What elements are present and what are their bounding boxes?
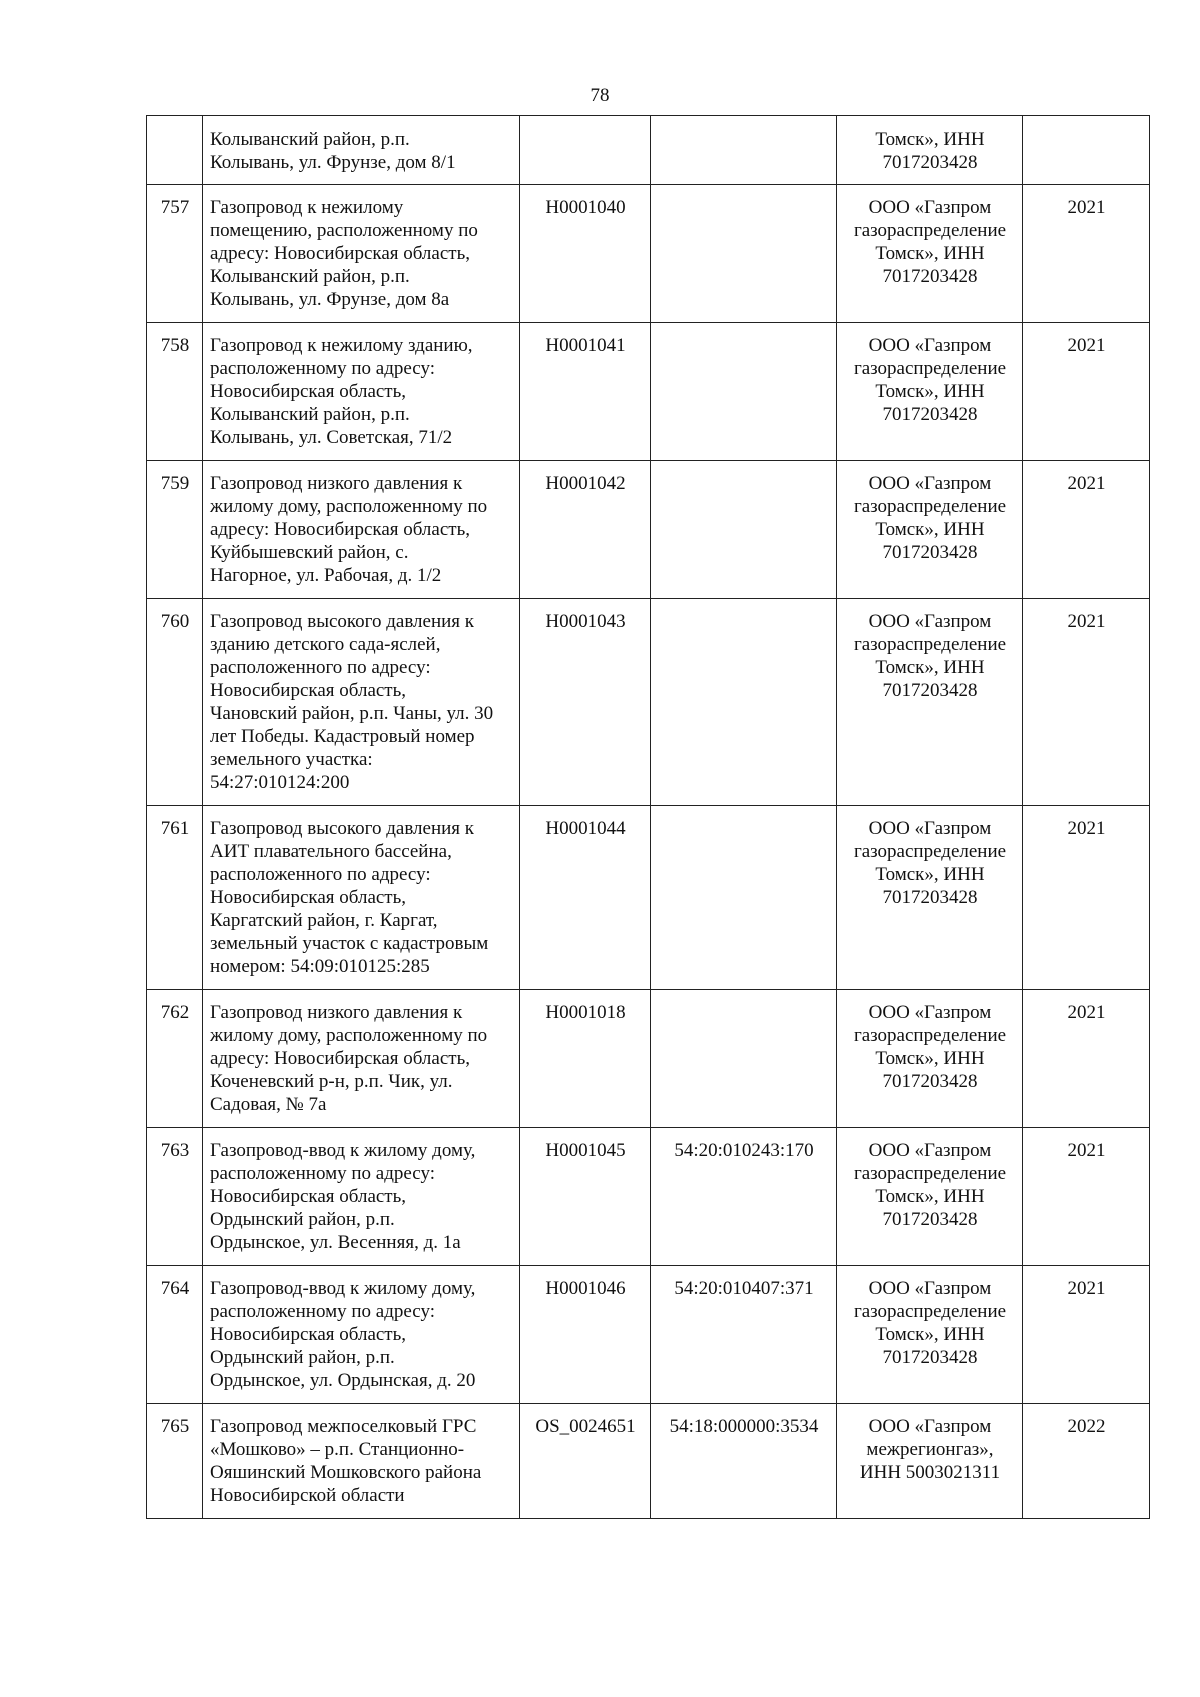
owner-cell: ООО «Газпром газораспределение Томск», ИНН 7017203428 xyxy=(837,1266,1023,1404)
row-number-cell: 757 xyxy=(147,185,203,323)
table-row xyxy=(147,116,1150,185)
inventory-number-cell: Н0001041 xyxy=(520,323,651,461)
object-name-cell: Газопровод-ввод к жилому дому, расположенному по адресу: Новосибирская область, Ордынский район, р.п. Ордынское, ул. Ордынская, д. 20 xyxy=(203,1266,520,1404)
owner-cell: ООО «Газпром газораспределение Томск», ИНН 7017203428 xyxy=(837,185,1023,323)
table-row xyxy=(147,599,1150,806)
inventory-number-cell: Н0001045 xyxy=(520,1128,651,1266)
owner-cell: ООО «Газпром газораспределение Томск», ИНН 7017203428 xyxy=(837,806,1023,990)
object-name-cell: Колыванский район, р.п. Колывань, ул. Фрунзе, дом 8/1 xyxy=(203,116,520,185)
cadastral-number-cell: 54:18:000000:3534 xyxy=(651,1404,837,1519)
row-number-cell: 760 xyxy=(147,599,203,806)
object-name-cell: Газопровод высокого давления к АИТ плавательного бассейна, расположенного по адресу: Новосибирская область, Каргатский район, г. Каргат, земельный участок с кадастровым номером: 54:09:010125:285 xyxy=(203,806,520,990)
cadastral-number-cell xyxy=(651,461,837,599)
year-cell: 2021 xyxy=(1023,990,1150,1128)
row-number-cell: 763 xyxy=(147,1128,203,1266)
cadastral-number-cell xyxy=(651,806,837,990)
year-cell: 2021 xyxy=(1023,461,1150,599)
year-cell: 2021 xyxy=(1023,185,1150,323)
table-row xyxy=(147,990,1150,1128)
row-number-cell: 765 xyxy=(147,1404,203,1519)
owner-cell: ООО «Газпром межрегионгаз», ИНН 5003021311 xyxy=(837,1404,1023,1519)
inventory-number-cell: Н0001046 xyxy=(520,1266,651,1404)
year-cell: 2021 xyxy=(1023,599,1150,806)
object-name-cell: Газопровод высокого давления к зданию детского сада-яслей, расположенного по адресу: Новосибирская область, Чановский район, р.п. Чаны, ул. 30 лет Победы. Кадастровый номер земельного участка: 54:27:010124:200 xyxy=(203,599,520,806)
table-row xyxy=(147,1128,1150,1266)
year-cell: 2021 xyxy=(1023,323,1150,461)
inventory-number-cell: Н0001040 xyxy=(520,185,651,323)
owner-cell: ООО «Газпром газораспределение Томск», ИНН 7017203428 xyxy=(837,990,1023,1128)
row-number-cell: 761 xyxy=(147,806,203,990)
cadastral-number-cell: 54:20:010407:371 xyxy=(651,1266,837,1404)
object-name-cell: Газопровод низкого давления к жилому дому, расположенному по адресу: Новосибирская область, Коченевский р-н, р.п. Чик, ул. Садовая, № 7а xyxy=(203,990,520,1128)
inventory-number-cell: Н0001042 xyxy=(520,461,651,599)
row-number-cell: 764 xyxy=(147,1266,203,1404)
object-name-cell: Газопровод к нежилому помещению, расположенному по адресу: Новосибирская область, Колыванский район, р.п. Колывань, ул. Фрунзе, дом 8а xyxy=(203,185,520,323)
object-name-cell: Газопровод-ввод к жилому дому, расположенному по адресу: Новосибирская область, Ордынский район, р.п. Ордынское, ул. Весенняя, д. 1а xyxy=(203,1128,520,1266)
year-cell: 2022 xyxy=(1023,1404,1150,1519)
object-name-cell: Газопровод к нежилому зданию, расположенному по адресу: Новосибирская область, Колыванский район, р.п. Колывань, ул. Советская, 71/2 xyxy=(203,323,520,461)
row-number-cell: 758 xyxy=(147,323,203,461)
cadastral-number-cell: 54:20:010243:170 xyxy=(651,1128,837,1266)
table-row xyxy=(147,1266,1150,1404)
cadastral-number-cell xyxy=(651,185,837,323)
inventory-number-cell: Н0001018 xyxy=(520,990,651,1128)
cadastral-number-cell xyxy=(651,599,837,806)
registry-table-body xyxy=(147,116,1150,1519)
row-number-cell xyxy=(147,116,203,185)
table-row xyxy=(147,1404,1150,1519)
inventory-number-cell: Н0001043 xyxy=(520,599,651,806)
year-cell xyxy=(1023,116,1150,185)
owner-cell: Томск», ИНН 7017203428 xyxy=(837,116,1023,185)
page-number: 78 xyxy=(590,85,610,106)
owner-cell: ООО «Газпром газораспределение Томск», ИНН 7017203428 xyxy=(837,461,1023,599)
table-row xyxy=(147,461,1150,599)
object-name-cell: Газопровод межпоселковый ГРС «Мошково» – р.п. Станционно- Ояшинский Мошковского района Новосибирской области xyxy=(203,1404,520,1519)
cadastral-number-cell xyxy=(651,323,837,461)
owner-cell: ООО «Газпром газораспределение Томск», ИНН 7017203428 xyxy=(837,1128,1023,1266)
year-cell: 2021 xyxy=(1023,1128,1150,1266)
table-row xyxy=(147,185,1150,323)
owner-cell: ООО «Газпром газораспределение Томск», ИНН 7017203428 xyxy=(837,323,1023,461)
owner-cell: ООО «Газпром газораспределение Томск», ИНН 7017203428 xyxy=(837,599,1023,806)
year-cell: 2021 xyxy=(1023,806,1150,990)
inventory-number-cell xyxy=(520,116,651,185)
year-cell: 2021 xyxy=(1023,1266,1150,1404)
cadastral-number-cell xyxy=(651,116,837,185)
cadastral-number-cell xyxy=(651,990,837,1128)
row-number-cell: 762 xyxy=(147,990,203,1128)
inventory-number-cell: OS_0024651 xyxy=(520,1404,651,1519)
table-row xyxy=(147,323,1150,461)
table-row xyxy=(147,806,1150,990)
object-name-cell: Газопровод низкого давления к жилому дому, расположенному по адресу: Новосибирская область, Куйбышевский район, с. Нагорное, ул. Рабочая, д. 1/2 xyxy=(203,461,520,599)
row-number-cell: 759 xyxy=(147,461,203,599)
registry-table xyxy=(146,115,1150,1519)
inventory-number-cell: Н0001044 xyxy=(520,806,651,990)
